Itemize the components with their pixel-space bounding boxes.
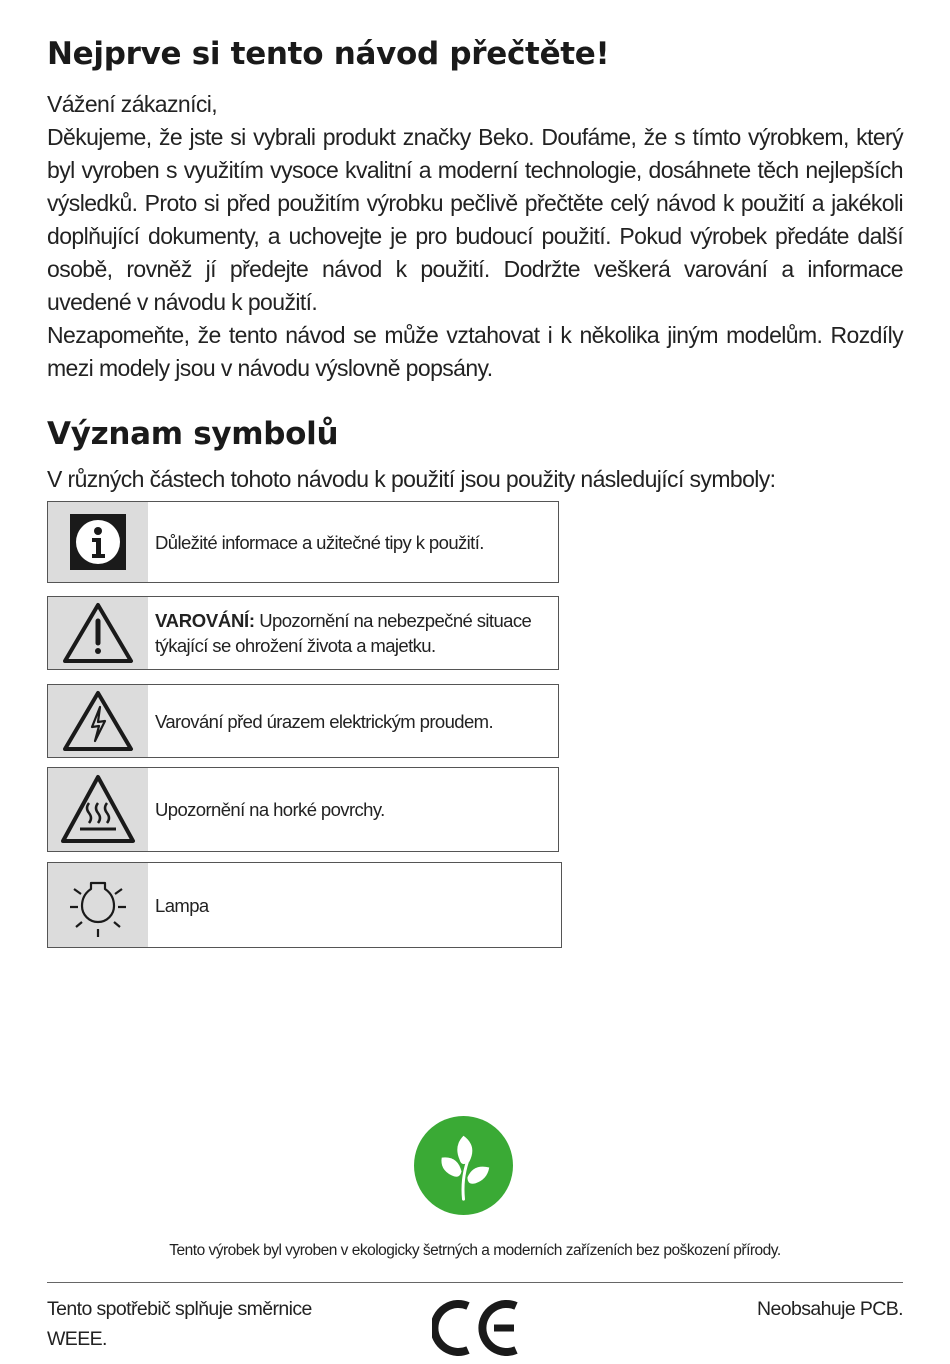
pcb-statement: Neobsahuje PCB. [756, 1298, 903, 1320]
warning-icon [48, 597, 148, 669]
symbol-row-electric [47, 684, 559, 758]
symbol-text [148, 863, 561, 947]
hot-surface-icon [48, 768, 148, 851]
intro-text [47, 88, 903, 385]
lamp-icon [48, 863, 148, 947]
weee-statement: Tento spotřebič splňuje směrnice WEEE. [47, 1298, 312, 1350]
symbol-text [148, 597, 558, 669]
symbol-description: Důležité informace a užitečné tipy k použití. [155, 531, 484, 553]
salutation: Vážení zákazníci, [47, 91, 218, 117]
warning-label: VAROVÁNÍ: [155, 610, 255, 631]
symbols-intro: V různých částech tohoto návodu k použití jsou použity následující symboly: [47, 466, 776, 492]
eco-statement: Tento výrobek byl vyroben v ekologicky šetrných a moderních zařízeních bez poškození přírody. [169, 1242, 781, 1259]
electric-shock-icon [48, 685, 148, 757]
symbol-text [148, 502, 558, 582]
page-title: Nejprve si tento návod přečtěte! [47, 36, 610, 72]
symbol-description: Varování před úrazem elektrickým proudem. [155, 710, 494, 732]
symbol-row-warning [47, 596, 559, 670]
eco-leaf-icon [414, 1116, 513, 1215]
info-icon [48, 502, 148, 582]
symbol-description: Upozornění na horké povrchy. [155, 799, 385, 820]
ce-mark-icon [432, 1298, 520, 1358]
intro-paragraph-2: Nezapomeňte, že tento návod se může vztahovat i k několika jiným modelům. Rozdíly mezi modely jsou v návodu výslovně popsány. [47, 322, 903, 381]
symbol-text [148, 685, 558, 757]
symbol-row-hot [47, 767, 559, 852]
symbol-text [148, 768, 558, 851]
symbol-description: Upozornění na nebezpečné situace týkající se ohrožení života a majetku. [155, 610, 532, 656]
footer-divider [47, 1282, 903, 1283]
symbols-heading: Význam symbolů [47, 416, 339, 452]
symbol-description: Lampa [155, 894, 209, 916]
symbol-row-lamp [47, 862, 562, 948]
intro-paragraph-1: Děkujeme, že jste si vybrali produkt značky Beko. Doufáme, že s tímto výrobkem, který byl vyroben s využitím vysoce kvalitní a moderní technologie, dosáhnete těch nejlepších výsledků. Proto si před použitím výrobku pečlivě přečtěte celý návod k použití a jakékoli doplňující dokumenty, a uchovejte je pro budoucí použití. Pokud výrobek předáte další osobě, rovněž jí předejte návod k použití. Dodržte veškerá varování a informace uvedené v návodu k použití. [47, 124, 903, 315]
symbol-row-info [47, 501, 559, 583]
